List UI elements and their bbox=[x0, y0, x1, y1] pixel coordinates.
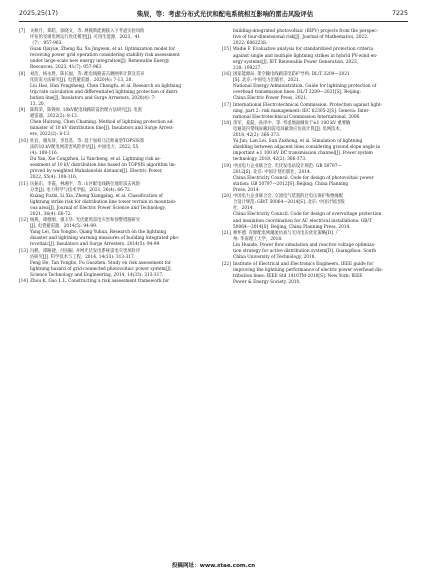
reference-number: [9] bbox=[19, 108, 26, 114]
reference-line: ning, part 2: risk management: IEC 62305-2[S]. Geneva: Inter- bbox=[233, 108, 370, 114]
reference-entry bbox=[222, 121, 411, 163]
reference-line: （7）：957-963. bbox=[30, 41, 63, 47]
reference-entry bbox=[222, 103, 411, 121]
reference-line: 218: 109227. bbox=[233, 65, 262, 71]
reference-line: 州: 华南理工大学，2018. bbox=[233, 237, 283, 242]
reference-number: [8] bbox=[19, 71, 26, 77]
reference-text bbox=[30, 139, 208, 181]
running-title: 柴辰，等：考虑分布式光伏和配电系统相互影响的雷击风险评估 bbox=[136, 10, 314, 18]
reference-line: 2021, 36(4): 66-72. bbox=[30, 211, 72, 217]
reference-line: tovoltaic[J]. Insulators and Surge Arresters, 2014(5): 94-99. bbox=[30, 242, 161, 248]
reference-number: [18] bbox=[222, 121, 231, 127]
reference-number: [12] bbox=[19, 218, 28, 224]
reference-text bbox=[30, 249, 208, 279]
reference-line: 分类[J]. 电力科学与技术学报，2021, 36(4): 66-72. bbox=[30, 187, 132, 193]
reference-text bbox=[30, 182, 208, 218]
reference-line: national Electrotechnical Commission International, 2006. bbox=[233, 114, 361, 120]
reference-line: 刘浩，杨永胜，陈长福，等. 配电线路雷击跳闸率计算及差异 bbox=[30, 71, 145, 77]
reference-line: 社，2014. bbox=[233, 206, 254, 212]
reference-line: 合设计规范: GB/T 50064—2014[S]. 北京: 中国计划出版 bbox=[233, 200, 345, 206]
reference-line: 电通道内带线屏蔽间雷电屏蔽效应仿真计算[J]. 电网技术， bbox=[233, 127, 344, 133]
reference-line: 2018, 42(2): 366-373. bbox=[233, 133, 281, 139]
reference-number: [21] bbox=[222, 230, 231, 236]
reference-text bbox=[233, 47, 411, 71]
reference-line: and insulation coordination for AC electrical installations: GB/T bbox=[233, 218, 372, 224]
reference-line: [S]. 北京: 中国电力出版社，2021. bbox=[233, 78, 301, 84]
reference-line: tive of four-dimensional risk[J]. Journal of Mathematics, 2022, bbox=[233, 35, 369, 41]
reference-line: shielding between adjacent lines considering ground slope angle in bbox=[233, 145, 381, 151]
reference-entry bbox=[19, 279, 208, 285]
reference-line: 2012[S]. 北京: 中国计划出版社，2014. bbox=[233, 169, 312, 175]
reference-number bbox=[222, 29, 233, 47]
reference-text bbox=[30, 279, 208, 285]
reference-line: Science Technology and Engineering, 2014, 14(33): 313-317. bbox=[30, 272, 164, 278]
reference-text bbox=[233, 231, 411, 261]
reference-line: Wadie F. Evaluative analysis for standardized protection criteria bbox=[233, 47, 374, 53]
reference-line: overhead transmission lines: DL/T 2209—2021[S]. Beijing: bbox=[233, 90, 361, 96]
reference-number: [13] bbox=[19, 248, 28, 254]
reference-entry bbox=[19, 29, 208, 71]
reference-line: Yu Jun, Lan Lei, Sun Zezhong, et al. Simulation of lightning bbox=[233, 139, 363, 145]
reference-text bbox=[233, 29, 411, 47]
journal-volume: 2025,25(17) bbox=[19, 9, 58, 17]
reference-line: lightning strike risk for distribution line tower terrain in mountain- bbox=[30, 199, 177, 205]
reference-line: receiving power grid operation considering stability risk assessment bbox=[30, 53, 180, 59]
reference-entry bbox=[19, 72, 208, 108]
reference-number: [7] bbox=[19, 29, 26, 34]
reference-line: Power & Energy Society, 2010. bbox=[233, 279, 301, 285]
reference-entry bbox=[222, 231, 411, 261]
reference-line: under large-scale new energy integration[J]. Renewable Energy bbox=[30, 59, 170, 65]
page-header bbox=[19, 6, 408, 20]
reference-line: 2022, 55(4): 108-116. bbox=[30, 175, 78, 181]
reference-line: (4): 108-116. bbox=[30, 150, 59, 156]
reference-line: 13, 20. bbox=[30, 101, 46, 107]
reference-number: [11] bbox=[19, 181, 28, 187]
reference-line: ous area[J]. Journal of Electric Power Science and Technology, bbox=[30, 205, 166, 211]
reference-line: bution line[J]. Insulators and Surge Arresters, 2020(4): 7- bbox=[30, 95, 156, 101]
page-number: 7225 bbox=[391, 9, 408, 17]
reference-entry bbox=[222, 262, 411, 286]
reference-line: ergy systems[J]. IET Renewable Power Generation, 2023, bbox=[233, 59, 359, 65]
reference-line: 估研究[J]. 科学技术与工程，2014, 14(33): 313-317. bbox=[30, 254, 136, 260]
references-column-left bbox=[19, 29, 208, 286]
reference-text bbox=[233, 262, 411, 286]
reference-line: ers, 2022(2): 8-13. bbox=[30, 132, 71, 138]
reference-line: National Energy Administration. Guide for lightning protection of bbox=[233, 84, 377, 90]
reference-line: 杨燕，谭德刚，强玉华. 光伏建筑雷电灾害和预警措施研究 bbox=[30, 218, 141, 224]
reference-line: Yang Lei, Tan Yongbo, Qiang Yuhua. Research on the lightning bbox=[30, 230, 167, 236]
reference-entry bbox=[19, 218, 208, 248]
reference-line: Chen Huirong, Chen Chaming. Method of lightning protection ad- bbox=[30, 120, 174, 126]
reference-text bbox=[30, 72, 208, 108]
reference-line: 冯鹤，谭路捷，付国振. 并网光伏发电系统雷电灾害风险评 bbox=[30, 248, 141, 254]
reference-entry bbox=[19, 182, 208, 218]
reference-line: Kuang Fuzhi, Li Xia, Zheng Xiangping, et al. Classification of bbox=[30, 193, 163, 199]
reference-line: tribution lines: IEEE Std 1410TM-2010[S]. New York: IEEE bbox=[233, 273, 363, 279]
reference-line: China Electricity Council. Code for design of photovoltaic power bbox=[233, 175, 374, 181]
reference-line: China Electric Power Press, 2021. bbox=[233, 96, 308, 102]
reference-line: Press, 2014. bbox=[233, 187, 260, 193]
reference-line: 陈辉荣，陈焕时. 10kV配电线路防雷治理方法研究[J]. 电瓷 bbox=[30, 108, 142, 114]
reference-line: lightning hazard of grid-connected photovoltaic power system[J]. bbox=[30, 266, 172, 272]
reference-number: [19] bbox=[222, 163, 231, 169]
reference-line: Lin Huaide. Power flow simulation and reactive voltage optimiza- bbox=[233, 243, 376, 249]
reference-entry bbox=[222, 47, 411, 71]
reference-number: [15] bbox=[222, 47, 231, 53]
reference-line: China Electricity Council. Code for design of overvoltage protection bbox=[233, 212, 382, 218]
header-rule bbox=[19, 21, 408, 22]
reference-entry bbox=[19, 139, 208, 181]
reference-text bbox=[233, 121, 411, 163]
reference-line: Du Yan, Xie Congzhen, Li Yancheng, et al. Lightning risk as- bbox=[30, 157, 161, 163]
reference-line: International Electrotechnical Commission. Protection against light- bbox=[233, 102, 383, 108]
reference-number: [14] bbox=[19, 279, 28, 285]
reference-line: proved by weighted Mahalanobis distance[J]. Electric Power, bbox=[30, 169, 163, 175]
reference-line: disaster and lightning warning measures of building integrated pho- bbox=[30, 236, 180, 242]
reference-line: tion strategy for active distribution system[D]. Guangzhou: South bbox=[233, 249, 376, 255]
reference-text bbox=[30, 218, 208, 248]
reference-entry bbox=[19, 249, 208, 279]
reference-entry bbox=[222, 29, 411, 47]
reference-line: 余军，姜磊，孙泽中，等. 考虑地面倾角于±1 100 kV 重要输 bbox=[233, 121, 351, 127]
reference-line: 中国电力企业联合会. 交流电气装置的过电压保护和绝缘配 bbox=[233, 194, 344, 200]
reference-text bbox=[233, 194, 411, 230]
reference-line: Institute of Electrical and Electronics Engineers. IEEE guide for bbox=[233, 261, 374, 267]
reference-line: 杜岩，谢从珍，李昌苏，等. 基于加权马氏距离型TOPSIS算 bbox=[30, 138, 145, 144]
reference-line: trip rate calculation and differentiated lightning protection of distri- bbox=[30, 89, 179, 95]
reference-number: [20] bbox=[222, 194, 231, 200]
reference-line: Liu Hao, Han Yongsheng, Chen Changfu, et al. Research on lightning bbox=[30, 83, 182, 89]
reference-entry bbox=[222, 194, 411, 230]
reference-number: [16] bbox=[222, 72, 231, 78]
reference-text bbox=[30, 29, 208, 71]
reference-line: 化防雷方法研究[J]. 电瓷避雷器，2020(4): 7-13, 20. bbox=[30, 77, 133, 83]
reference-line: 中国电力企业联合会. 光伏发电站设计规范: GB 50797— bbox=[233, 163, 342, 169]
reference-text bbox=[233, 72, 411, 102]
reference-line: Zhou K, Gao L L. Constructing a risk assessment framework for bbox=[30, 279, 170, 285]
reference-number: [17] bbox=[222, 102, 231, 108]
reference-line: [J]. 电瓷避雷器，2014(5): 94-99. bbox=[30, 224, 98, 230]
reference-line: minister of 10 kV distribution line[J]. Insulators and Surge Arrest- bbox=[30, 126, 174, 132]
reference-entry bbox=[222, 72, 411, 102]
reference-entry bbox=[19, 108, 208, 138]
reference-line: station: GB 50797—2012[S]. Beijing: China Planning bbox=[233, 181, 349, 187]
reference-line: 法的10 kV配电网雷害风险评估[J]. 中国电力，2022, 55 bbox=[30, 144, 139, 150]
reference-line: 林怀德. 有源配电网潮流仿真与无功电压优化策略[D]. 广 bbox=[233, 230, 340, 236]
reference-line: 2022: 6062238. bbox=[233, 41, 268, 47]
reference-line: sessment of 10 kV distribution line based on TOPSIS algorithm im- bbox=[30, 163, 176, 169]
reference-line: improving the lightning performance of electric power overhead dis- bbox=[233, 267, 383, 273]
reference-line: China University of Technology, 2018. bbox=[233, 255, 316, 261]
reference-line: Guan Qiuyue, Zheng Xu, Xu Jingwen, et al. Optimization model for bbox=[30, 47, 175, 53]
reference-line: Resources, 2023, 41(7): 957-963. bbox=[30, 65, 103, 71]
reference-line: important ±1 100 kV DC transmission channel[J]. Power system bbox=[233, 151, 373, 157]
reference-text bbox=[233, 103, 411, 121]
reference-line: against single and multiple lightning strikes in hybrid PV-wind en- bbox=[233, 53, 378, 59]
reference-line: 50064—2014[S]. Beijing, China Planning Press, 2014. bbox=[233, 224, 351, 230]
reference-line: 国家能源局. 架空输电线路雷电防护导则: DL/T 2209—2021 bbox=[233, 72, 350, 78]
reference-line: 避雷器，2022(2): 8-13. bbox=[30, 114, 79, 120]
reference-number: [22] bbox=[222, 261, 231, 267]
reference-entry bbox=[222, 164, 411, 194]
reference-line: 关秋月，郑皓，徐晓文，等. 规模新能源接入下考虑实验风险 bbox=[30, 29, 145, 34]
reference-line: 评估的受端电网运行优化模型[J]. 可再生能源，2023，41 bbox=[30, 35, 141, 41]
reference-number: [10] bbox=[19, 138, 28, 144]
reference-text bbox=[30, 108, 208, 138]
reference-text bbox=[233, 164, 411, 194]
reference-line: technology, 2018, 42(2): 366-373. bbox=[233, 157, 307, 163]
reference-line: building-integrated photovoltaic (BIPV) projects from the perspec- bbox=[233, 29, 379, 34]
reference-line: 匡振东，李霞，林湘平，等. 山区配电线路位地形雷击风险 bbox=[30, 181, 141, 187]
reference-line: Feng He, Tan Yongbo, Fu Guozhen. Study on risk assessment for bbox=[30, 260, 171, 266]
references-column-right bbox=[222, 29, 411, 286]
page-footer: 投稿网址：www.stae.com.cn bbox=[171, 563, 256, 569]
